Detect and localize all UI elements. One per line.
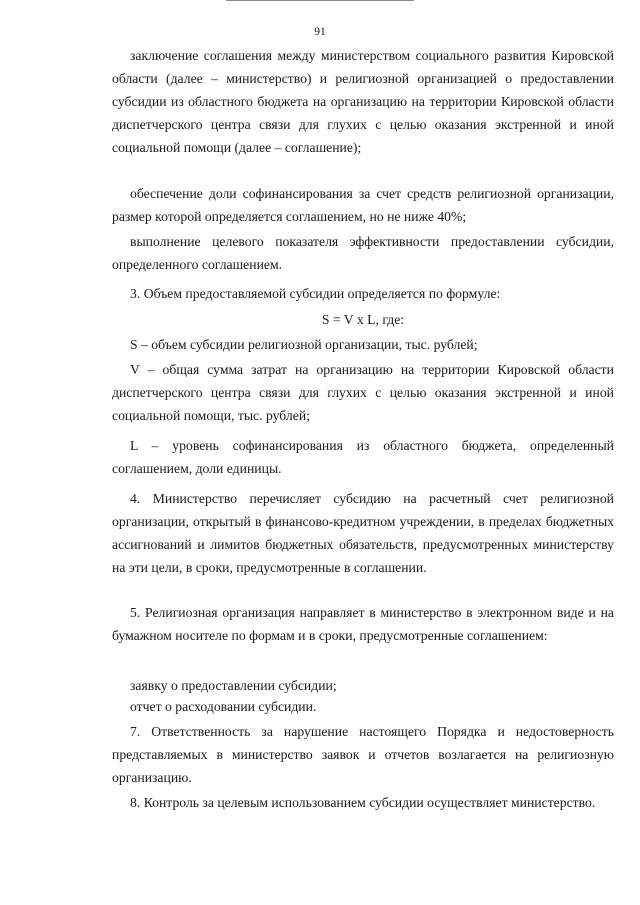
paragraph-text: 4. Министерство перечисляет субсидию на расчетный счет религиозной организации, открытый в финансово-кредитном учреждении, в пределах бюджетных ассигнований и лимитов бюджетных обязательств, предусмотренных министерству на эти цели, в сроки, предусмотренные в соглашении. — [112, 491, 614, 575]
paragraph-text: 5. Религиозная организация направляет в министерство в электронном виде и на бумажном носителе по формам и в сроки, предусмотренные соглашением: — [112, 605, 614, 643]
paragraph-item-4 — [112, 487, 614, 579]
paragraph-text: заявку о предоставлении субсидии; — [130, 678, 337, 693]
paragraph-text: 3. Объем предоставляемой субсидии определяется по формуле: — [130, 286, 501, 301]
top-rule — [226, 0, 414, 1]
paragraph-text: S – объем субсидии религиозной организации, тыс. рублей; — [130, 337, 478, 352]
formula-text: S = V x L, где: — [321, 312, 405, 327]
paragraph-agreement — [112, 44, 614, 159]
list-item-report — [112, 695, 614, 718]
list-item-application — [112, 674, 614, 697]
paragraph-text: выполнение целевого показателя эффективности предоставлении субсидии, определенного соглашением. — [112, 234, 614, 272]
paragraph-item-3 — [112, 282, 614, 305]
paragraph-item-8 — [112, 791, 614, 814]
paragraph-text: 8. Контроль за целевым использованием субсидии осуществляет министерство. — [130, 795, 596, 810]
paragraph-text: обеспечение доли софинансирования за счет средств религиозной организации, размер которой определяется соглашением, но не ниже 40%; — [112, 186, 614, 224]
paragraph-text: V – общая сумма затрат на организацию на территории Кировской области диспетчерского центра связи для глухих с целью оказания экстренной и иной социальной помощи, тыс. рублей; — [112, 362, 614, 423]
paragraph-cofinancing — [112, 182, 614, 228]
paragraph-target-indicator — [112, 230, 614, 276]
definition-s — [112, 333, 614, 356]
paragraph-item-7 — [112, 720, 614, 789]
definition-v — [112, 358, 614, 427]
formula — [112, 308, 614, 331]
page-number: 91 — [314, 26, 326, 38]
paragraph-text: L – уровень софинансирования из областного бюджета, определенный соглашением, доли единицы. — [112, 438, 614, 476]
paragraph-text: 7. Ответственность за нарушение настоящего Порядка и недостоверность представляемых в министерство заявок и отчетов возлагается на религиозную организацию. — [112, 724, 614, 785]
paragraph-item-5 — [112, 601, 614, 647]
definition-l — [112, 434, 614, 480]
paragraph-text: заключение соглашения между министерством социального развития Кировской области (далее – министерство) и религиозной организацией о предоставлении субсидии из областного бюджета на организацию на территории Кировской области диспетчерского центра связи для глухих с целью оказания экстренной и иной социальной помощи (далее – соглашение); — [112, 48, 614, 155]
paragraph-text: отчет о расходовании субсидии. — [130, 699, 317, 714]
